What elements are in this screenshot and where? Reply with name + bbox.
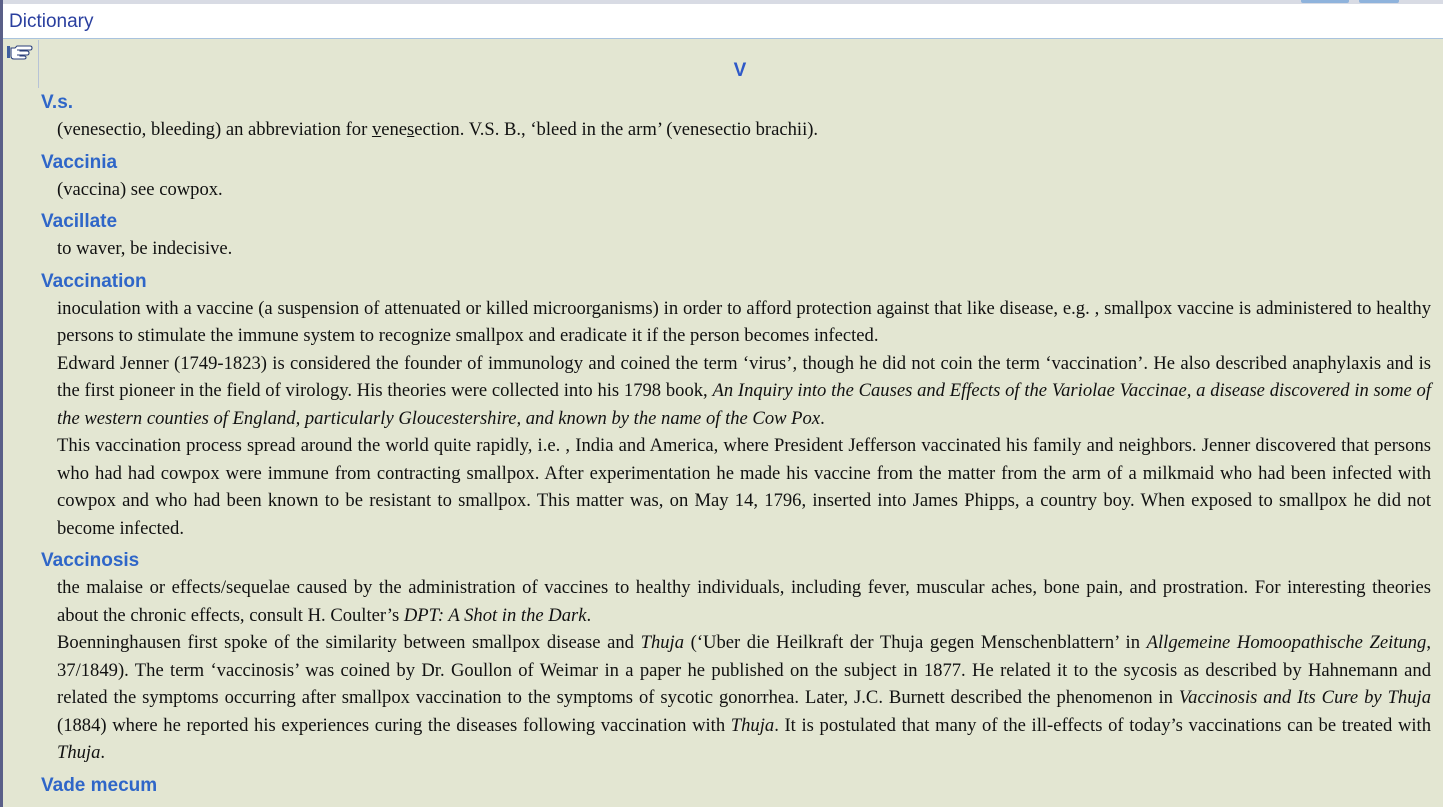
text-run: v <box>371 119 382 140</box>
definition-paragraph <box>57 432 1431 542</box>
definition-paragraph <box>57 235 1431 263</box>
entry-definition <box>41 176 1431 204</box>
italic-text: DPT: A Shot in the Dark <box>403 604 587 626</box>
italic-text: An Inquiry into the Causes and Effects of the Variolae Vaccinae, a disease discovered in some of the western counties of England, particularly Gloucestershire, and known by the name of the Cow Pox <box>57 380 1431 429</box>
top-tab-button[interactable] <box>1359 0 1399 3</box>
definition-paragraph <box>57 574 1431 629</box>
definition-paragraph <box>57 629 1431 767</box>
text-run: (venesectio, bleeding) an abbreviation for <box>57 119 372 140</box>
text-run: . <box>586 604 592 626</box>
text-run: (‘Uber die Heilkraft der Thuja gegen Menschenblattern’ in <box>684 632 1147 653</box>
text-run: s <box>407 119 415 140</box>
text-run: ene <box>381 119 408 140</box>
window-left-border <box>0 0 3 807</box>
panel-titlebar <box>3 4 1443 39</box>
pointing-hand-icon[interactable] <box>6 44 34 60</box>
definition-paragraph <box>57 350 1431 433</box>
text-run: . It is postulated that many of the ill-effects of today’s vaccinations can be treated with <box>774 714 1432 736</box>
text-run: Boenninghausen first spoke of the similarity between smallpox disease and <box>57 632 641 653</box>
definition-paragraph <box>57 295 1431 350</box>
text-run: to waver, be indecisive. <box>57 238 233 259</box>
entry-definition <box>41 235 1431 263</box>
entry-definition <box>41 295 1431 543</box>
italic-text: Vaccinosis and Its Cure by Thuja <box>1178 687 1431 708</box>
text-run: (1884) where he reported his experiences curing the diseases following vaccination with <box>57 714 731 736</box>
text-run: inoculation with a vaccine (a suspension of attenuated or killed microorganisms) in order to afford protection against that like disease, e.g. , smallpox vaccine is administered to healthy persons to stimulate the immune system to recognize smallpox and eradicate it if the person becomes infected. <box>57 297 1431 346</box>
text-run: . <box>820 407 825 429</box>
italic-text: Thuja <box>640 632 685 653</box>
entry-term[interactable]: Vaccinosis <box>41 550 140 571</box>
text-run: This vaccination process spread around the world quite rapidly, i.e. , India and America, where President Jefferson vaccinated his family and neighbors. Jenner discovered that persons who had had cowpox were immune from contracting smallpox. After experimentation he made his vaccine from the matter from the arm of a milkmaid who had been infected with cowpox and who had been known to be resistant to smallpox. This matter was, on May 14, 1796, inserted into James Phipps, a country boy. When exposed to smallpox he did not become infected. <box>57 435 1431 539</box>
section-letter: V <box>733 60 747 81</box>
definition-paragraph <box>57 176 1431 204</box>
panel-title: Dictionary <box>9 11 94 32</box>
definition-paragraph <box>57 116 1431 144</box>
entry-term[interactable]: Vaccination <box>41 270 147 292</box>
entry-term[interactable]: Vacillate <box>41 211 118 232</box>
text-run: . <box>100 742 106 763</box>
italic-text: Thuja <box>57 742 101 763</box>
text-run: Edward Jenner (1749-1823) is considered the founder of immunology and coined the term ‘virus’, though he did not coin the term ‘vaccination’. He also described anaphylaxis and is the first pioneer in the field of virology. His theories were collected into his 1798 book, <box>57 352 1431 401</box>
dictionary-content <box>41 60 1431 799</box>
entry-definition <box>41 574 1431 767</box>
text-run: the malaise or effects/sequelae caused by the administration of vaccines to healthy individuals, including fever, muscular aches, bone pain, and prostration. For interesting theories about the chronic effects, consult H. Coulter’s <box>57 577 1431 626</box>
entry-term[interactable]: Vaccinia <box>41 151 118 173</box>
top-tab-button[interactable] <box>1301 0 1349 3</box>
italic-text: Allgemeine Homoopathische Zeitung <box>1146 632 1427 653</box>
entry-term[interactable]: V.s. <box>41 92 74 113</box>
gutter-divider <box>38 40 39 88</box>
entry-term[interactable]: Vade mecum <box>41 774 158 796</box>
text-run: , 37/1849). The term ‘vaccinosis’ was coined by Dr. Goullon of Weimar in a paper he published on the subject in 1877. He related it to the sycosis as described by Hahnemann and related the symptoms occurring after smallpox vaccination to the symptoms of sycotic gonorrhea. Later, J.C. Burnett described the phenomenon in <box>57 632 1431 708</box>
text-run: ection. V.S. B., ‘bleed in the arm’ (venesectio brachii). <box>414 119 819 140</box>
entry-list <box>41 90 1431 799</box>
entry-definition <box>41 116 1431 144</box>
italic-text: Thuja <box>730 714 775 736</box>
text-run: (vaccina) see cowpox. <box>57 178 223 200</box>
